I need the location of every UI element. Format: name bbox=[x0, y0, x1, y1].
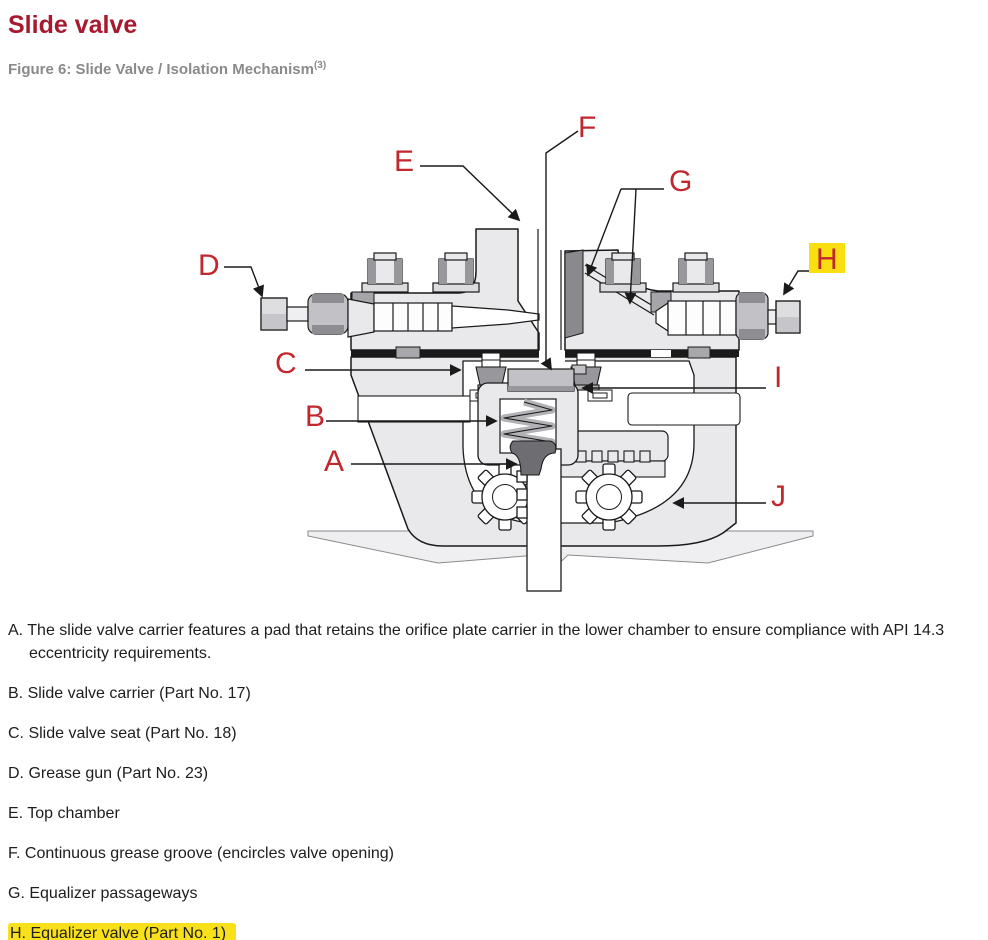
figure-caption bbox=[8, 57, 988, 79]
legend-item-label: Grease gun (Part No. 23) bbox=[28, 765, 209, 782]
legend-item-key: H. bbox=[10, 925, 26, 940]
callout-H: H bbox=[816, 243, 838, 276]
callout-F: F bbox=[578, 111, 597, 144]
legend-item bbox=[8, 802, 963, 825]
legend-item bbox=[8, 882, 963, 905]
legend-item bbox=[8, 682, 963, 705]
callout-J: J bbox=[771, 480, 786, 513]
legend-item-label: Equalizer valve (Part No. 1) bbox=[30, 925, 227, 940]
legend-item-label: Top chamber bbox=[27, 805, 120, 822]
figure-caption-superscript: (3) bbox=[313, 60, 327, 71]
legend-item-label: The slide valve carrier features a pad that retains the orifice plate carrier in the lower chamber to ensure compliance with API 14.3 eccentricity requirements. bbox=[27, 622, 945, 662]
legend-item bbox=[8, 842, 963, 865]
legend-item-key: A. bbox=[8, 622, 24, 639]
legend-item-label: Slide valve carrier (Part No. 17) bbox=[27, 685, 251, 702]
legend-item bbox=[8, 619, 963, 665]
legend-item-label: Continuous grease groove (encircles valve opening) bbox=[24, 845, 395, 862]
left-passage-slot bbox=[358, 396, 470, 422]
callout-C: C bbox=[275, 347, 297, 380]
legend-item-text bbox=[8, 765, 208, 782]
legend-item-text bbox=[8, 845, 394, 862]
bolt bbox=[600, 253, 646, 292]
valve-cross-section-diagram bbox=[8, 98, 986, 613]
legend-item-key: E. bbox=[8, 805, 24, 822]
callout-A: A bbox=[324, 445, 345, 478]
legend-item-text bbox=[8, 725, 237, 742]
callout-I: I bbox=[774, 361, 783, 394]
figure-caption-text: Figure 6: Slide Valve / Isolation Mechanism bbox=[8, 61, 314, 78]
legend-item-key: C. bbox=[8, 725, 24, 742]
gear-right bbox=[576, 464, 642, 530]
legend-item-key: B. bbox=[8, 685, 24, 702]
bolt bbox=[362, 253, 408, 292]
legend-item bbox=[8, 922, 963, 940]
callout-B: B bbox=[305, 400, 326, 433]
legend-item-text bbox=[8, 622, 944, 662]
legend-item-key: G. bbox=[8, 885, 25, 902]
callout-D: D bbox=[198, 249, 220, 282]
legend-item bbox=[8, 762, 963, 785]
legend-item bbox=[8, 722, 963, 745]
legend-item-text bbox=[8, 885, 197, 902]
page-title: Slide valve bbox=[8, 11, 138, 39]
bolt bbox=[433, 253, 479, 292]
leader-E bbox=[420, 166, 519, 220]
bolt bbox=[673, 253, 719, 292]
carrier-cap bbox=[508, 365, 586, 391]
flange-bolts bbox=[362, 253, 719, 292]
legend-item-label: Equalizer passageways bbox=[29, 885, 198, 902]
legend-item-text bbox=[8, 805, 120, 822]
legend-item-text bbox=[8, 923, 236, 940]
right-wall-shading bbox=[565, 250, 583, 338]
legend-item-key: F. bbox=[8, 845, 21, 862]
callout-E: E bbox=[394, 145, 415, 178]
leader-D bbox=[224, 267, 262, 296]
legend-item-text bbox=[8, 685, 251, 702]
legend-list bbox=[8, 619, 963, 940]
legend-item-label: Slide valve seat (Part No. 18) bbox=[28, 725, 237, 742]
leader-H bbox=[784, 271, 812, 294]
right-passage-slot bbox=[628, 393, 740, 425]
legend-item-key: D. bbox=[8, 765, 24, 782]
callout-G: G bbox=[669, 165, 693, 198]
valve-opening-channel bbox=[538, 229, 561, 350]
